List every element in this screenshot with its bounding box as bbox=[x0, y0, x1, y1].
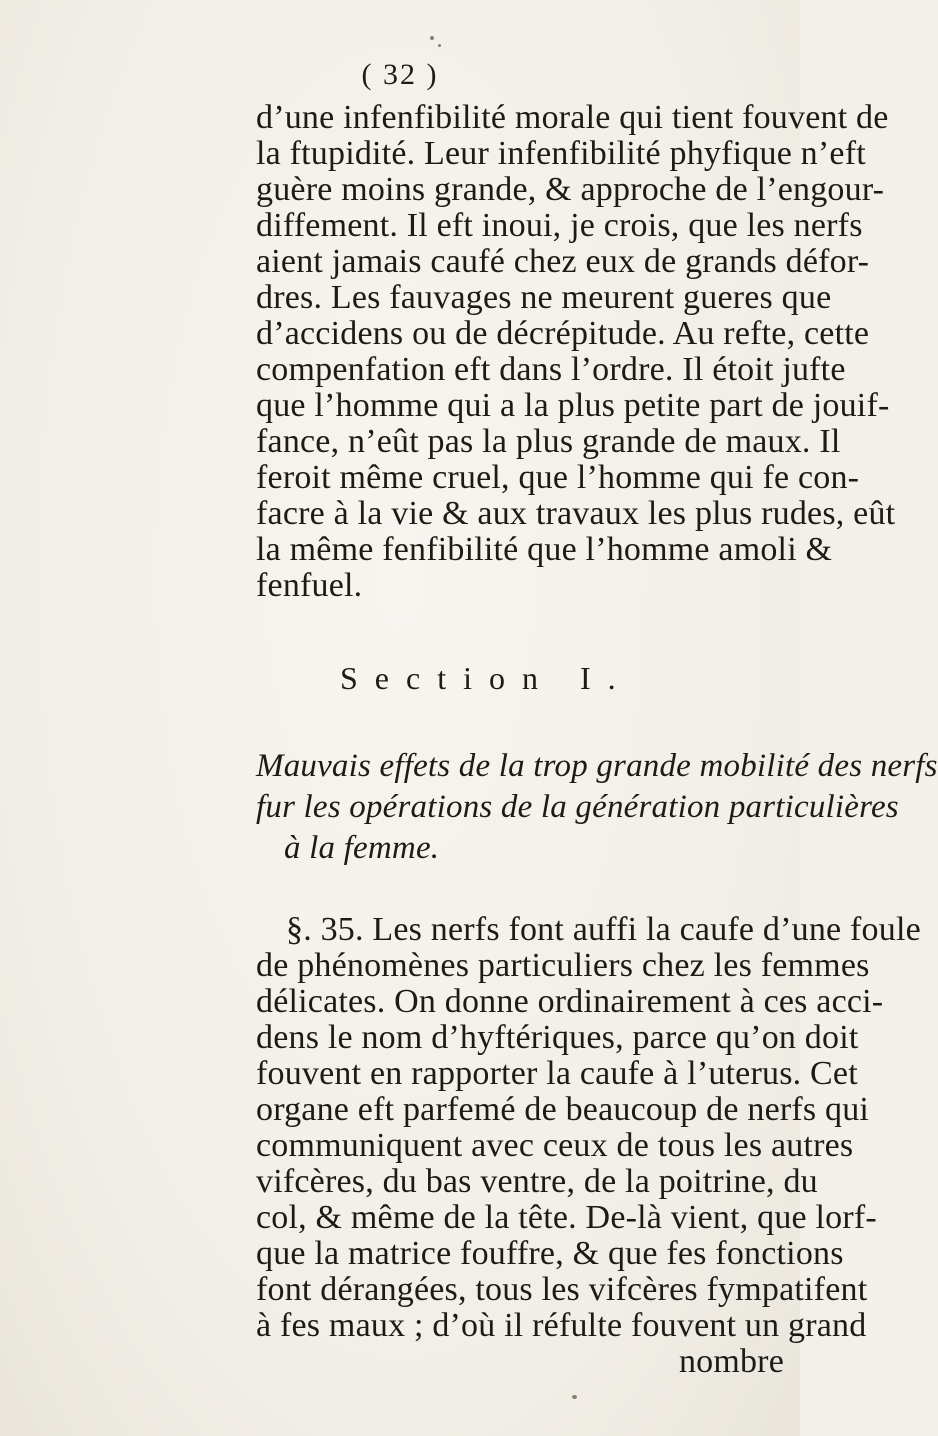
text-line: aient jamais caufé chez eux de grands défor- bbox=[256, 243, 870, 280]
text-line: organe eft parfemé de beaucoup de nerfs qui bbox=[256, 1091, 870, 1128]
ink-speck bbox=[438, 44, 441, 47]
text-line: d’accidens ou de décrépitude. Au refte, cette bbox=[256, 315, 870, 352]
text-line: la même fenfibilité que l’homme amoli & bbox=[256, 531, 833, 568]
ink-speck bbox=[572, 1395, 577, 1399]
page-number: ( 32 ) bbox=[361, 58, 439, 91]
subtitle-line: Mauvais effets de la trop grande mobilité des nerfs bbox=[256, 748, 938, 784]
text-line: communiquent avec ceux de tous les autres bbox=[256, 1127, 854, 1164]
ink-speck bbox=[430, 36, 434, 40]
text-line: d’une infenfibilité morale qui tient fouvent de bbox=[256, 99, 889, 136]
text-line: col, & même de la tête. De-là vient, que lorf- bbox=[256, 1199, 877, 1236]
section-subtitle bbox=[256, 746, 938, 869]
text-line: la ftupidité. Leur infenfibilité phyfique n’eft bbox=[256, 135, 866, 172]
text-line: facre à la vie & aux travaux les plus rudes, eût bbox=[256, 495, 896, 532]
catchword: nombre bbox=[678, 1343, 784, 1380]
text-line: que l’homme qui a la plus petite part de jouif- bbox=[256, 387, 890, 424]
section-heading: Section I. bbox=[340, 660, 633, 696]
text-line: à fes maux ; d’où il réfulte fouvent un grand bbox=[256, 1307, 867, 1344]
text-line: feroit même cruel, que l’homme qui fe con- bbox=[256, 459, 860, 496]
text-line: délicates. On donne ordinairement à ces acci- bbox=[256, 983, 884, 1020]
text-line: diffement. Il eft inoui, je crois, que les nerfs bbox=[256, 207, 863, 244]
text-line: vifcères, du bas ventre, de la poitrine, du bbox=[256, 1163, 818, 1200]
text-line: fance, n’eût pas la plus grande de maux. Il bbox=[256, 423, 841, 460]
text-line: de phénomènes particuliers chez les femmes bbox=[256, 947, 870, 984]
text-line: que la matrice fouffre, & que fes fonctions bbox=[256, 1235, 844, 1272]
text-line: compenfation eft dans l’ordre. Il étoit jufte bbox=[256, 351, 846, 388]
text-line: fenfuel. bbox=[256, 567, 363, 604]
text-line: fouvent en rapporter la caufe à l’uterus. Cet bbox=[256, 1055, 858, 1092]
text-line: §. 35. Les nerfs font auffi la caufe d’une foule bbox=[286, 911, 921, 948]
paragraph-1 bbox=[256, 99, 896, 604]
text-line: dens le nom d’hyftériques, parce qu’on doit bbox=[256, 1019, 859, 1056]
text-line: dres. Les fauvages ne meurent gueres que bbox=[256, 279, 832, 316]
text-line: font dérangées, tous les vifcères fympatifent bbox=[256, 1271, 868, 1308]
subtitle-line: à la femme. bbox=[284, 830, 440, 866]
subtitle-line: fur les opérations de la génération particulières bbox=[256, 789, 899, 825]
paragraph-2 bbox=[256, 911, 921, 1380]
text-line: guère moins grande, & approche de l’engour- bbox=[256, 171, 885, 208]
